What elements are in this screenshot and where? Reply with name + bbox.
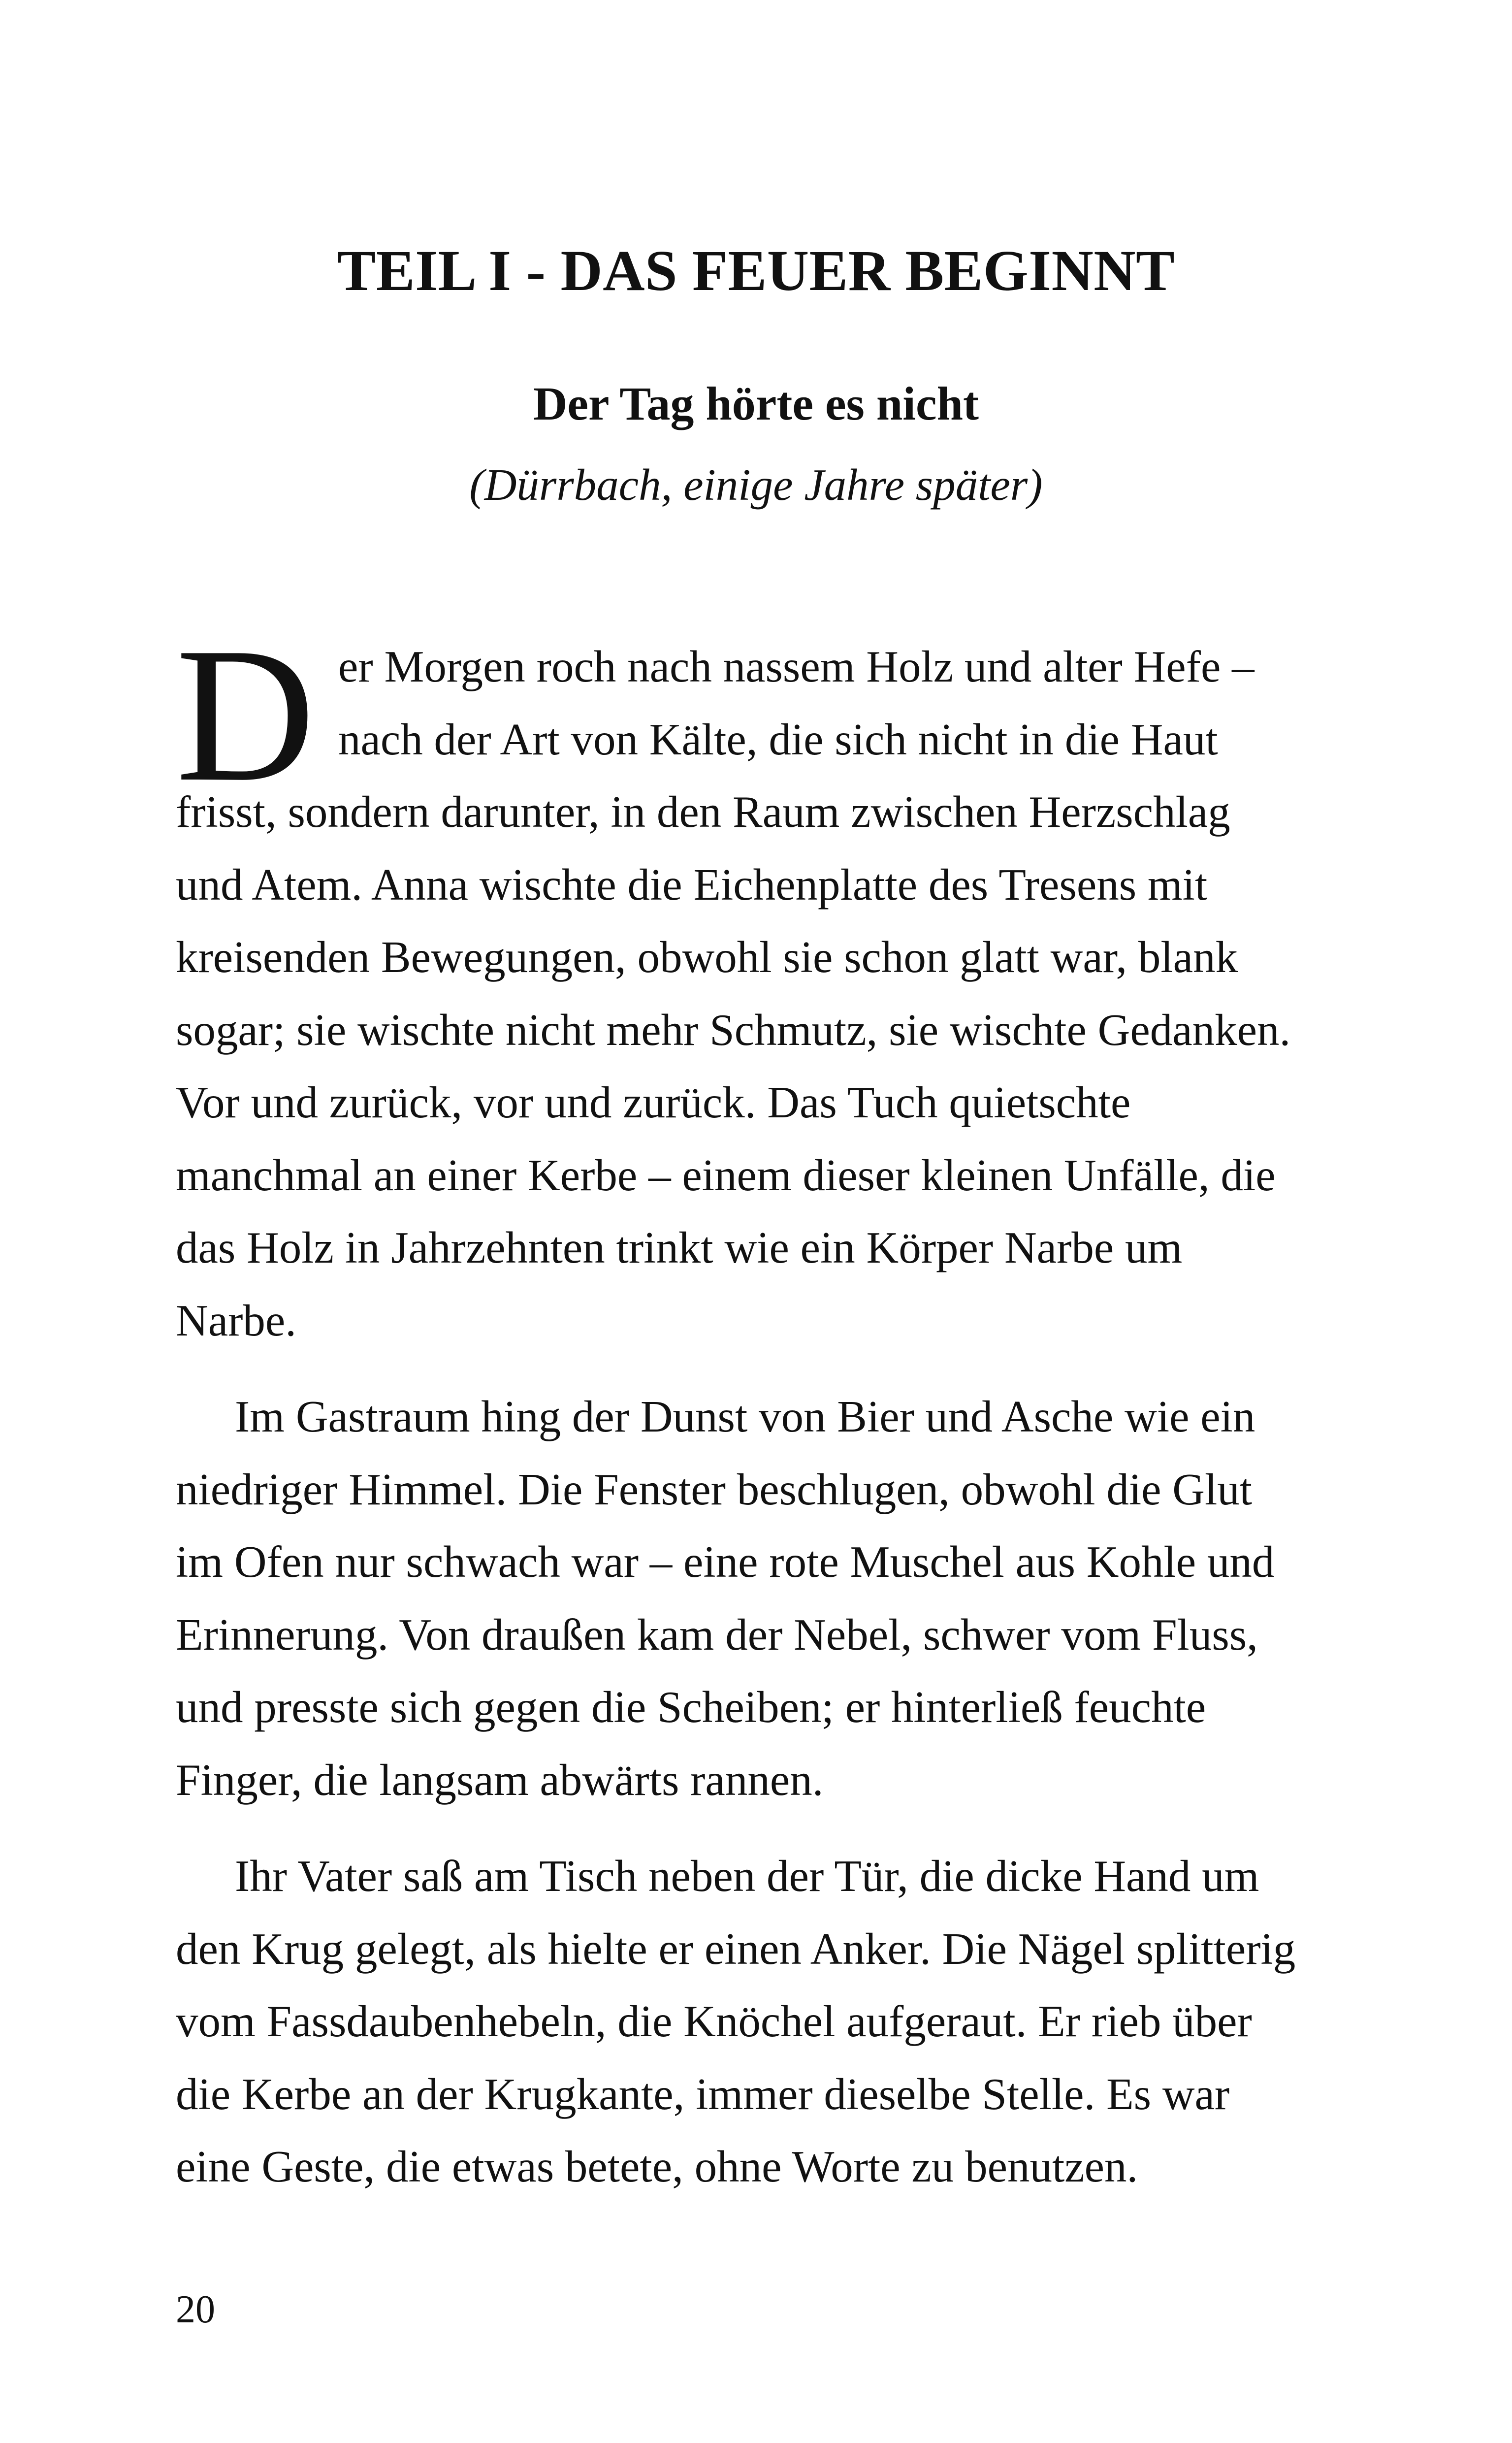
text-line: Ihr Vater saß am Tisch neben der Tür, die dicke Hand um — [235, 1851, 1259, 1901]
paragraph-1 — [176, 630, 1338, 1357]
paragraph-3 — [176, 1840, 1338, 2203]
chapter-title: Der Tag hörte es nicht — [533, 377, 979, 430]
text-line: Erinnerung. Von draußen kam der Nebel, schwer vom Fluss, — [176, 1609, 1258, 1660]
body-text — [176, 630, 1338, 2203]
part-title: TEIL I - DAS FEUER BEGINNT — [337, 238, 1175, 303]
text-line: und presste sich gegen die Scheiben; er hinterließ feuchte — [176, 1682, 1206, 1732]
text-line: manchmal an einer Kerbe – einem dieser kleinen Unfälle, die — [176, 1150, 1276, 1200]
paragraph-gap — [176, 1816, 1338, 1840]
text-line: frisst, sondern darunter, in den Raum zwischen Herzschlag — [176, 787, 1230, 837]
text-line: den Krug gelegt, als hielte er einen Anker. Die Nägel splitterig — [176, 1923, 1296, 1974]
text-line: und Atem. Anna wischte die Eichenplatte des Tresens mit — [176, 859, 1208, 910]
text-line: die Kerbe an der Krugkante, immer dieselbe Stelle. Es war — [176, 2069, 1230, 2119]
page-number: 20 — [176, 2288, 215, 2331]
drop-cap: D — [176, 608, 316, 821]
text-line: Narbe. — [176, 1295, 297, 1345]
text-line: er Morgen roch nach nassem Holz und alter Hefe – — [338, 642, 1255, 691]
text-line: im Ofen nur schwach war – eine rote Muschel aus Kohle und — [176, 1537, 1275, 1587]
text-line: sogar; sie wischte nicht mehr Schmutz, sie wischte Gedanken. — [176, 1005, 1291, 1055]
paragraph-2 — [176, 1380, 1338, 1816]
text-line: Vor und zurück, vor und zurück. Das Tuch quietschte — [176, 1077, 1131, 1127]
text-line: kreisenden Bewegungen, obwohl sie schon glatt war, blank — [176, 932, 1238, 982]
chapter-subtitle: (Dürrbach, einige Jahre später) — [469, 460, 1043, 510]
text-line: eine Geste, die etwas betete, ohne Worte zu benutzen. — [176, 2142, 1138, 2191]
text-line: Im Gastraum hing der Dunst von Bier und Asche wie ein — [235, 1392, 1255, 1441]
text-line: Finger, die langsam abwärts rannen. — [176, 1755, 824, 1805]
text-line: das Holz in Jahrzehnten trinkt wie ein Körper Narbe um — [176, 1223, 1183, 1272]
paragraph-gap — [176, 1357, 1338, 1380]
text-line: vom Fassdaubenhebeln, die Knöchel aufgeraut. Er rieb über — [176, 1996, 1252, 2046]
text-line: nach der Art von Kälte, die sich nicht in die Haut — [338, 714, 1218, 764]
text-line: niedriger Himmel. Die Fenster beschlugen, obwohl die Glut — [176, 1464, 1253, 1514]
